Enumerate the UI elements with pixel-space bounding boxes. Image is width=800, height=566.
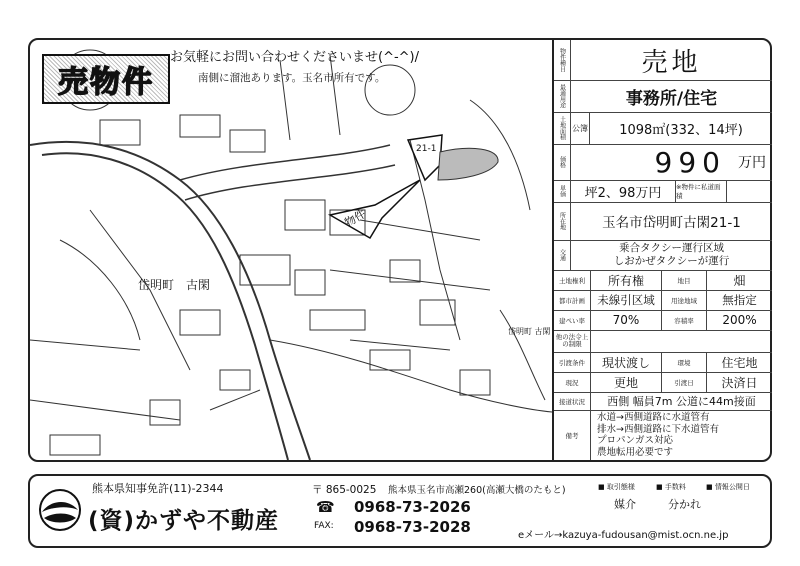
status-label: 現況 bbox=[554, 372, 591, 392]
map-label-district-small: 岱明町 古閑 bbox=[508, 327, 551, 336]
map-label-district: 岱明町 古閑 bbox=[138, 278, 211, 292]
road-label: 接道状況 bbox=[554, 392, 591, 410]
map-label-lot: 21-1 bbox=[416, 144, 437, 154]
location-label: 所在地 bbox=[554, 202, 571, 240]
use-label: 最適用途 bbox=[554, 80, 571, 112]
area-label: 土地面積 bbox=[554, 112, 571, 144]
land-category: 畑 bbox=[733, 273, 746, 288]
zoning-label: 用途地域 bbox=[662, 290, 707, 310]
info-date-label: ■ 情報公開日 bbox=[706, 483, 750, 491]
land-rights: 所有権 bbox=[591, 270, 662, 290]
transport-label: 交通 bbox=[554, 240, 571, 270]
transport-line-1: 乗合タクシー運行区域 bbox=[619, 242, 724, 254]
limits-value bbox=[591, 330, 772, 352]
coverage-ratio: 70% bbox=[591, 310, 662, 330]
property-use: 事務所/住宅 bbox=[625, 88, 718, 109]
company-name: (資)かずや不動産 bbox=[88, 508, 280, 534]
location: 玉名市岱明町古閑21-1 bbox=[602, 215, 741, 231]
company-logo-icon bbox=[38, 488, 82, 532]
trade-type: 媒介 bbox=[614, 498, 636, 511]
delivery-date: 決済日 bbox=[721, 375, 758, 390]
area-basis: 公簿 bbox=[571, 112, 590, 144]
delivery-label: 引渡日 bbox=[662, 372, 707, 392]
unit-price: 坪2、98万円 bbox=[571, 180, 676, 202]
license-number: 熊本県知事免許(11)-2344 bbox=[92, 482, 224, 495]
fee-split: 分かれ bbox=[668, 498, 701, 511]
company-footer bbox=[28, 474, 772, 548]
kind-label: 物件種目 bbox=[554, 40, 571, 80]
trade-type-label: ■ 取引態様 bbox=[598, 483, 635, 491]
limits-label: 他の法令上の制限 bbox=[554, 330, 591, 352]
unit-price-label: 単価 bbox=[554, 180, 571, 202]
current-status: 更地 bbox=[591, 372, 662, 392]
handover-terms: 現状渡し bbox=[591, 352, 662, 372]
unit-price-blank bbox=[727, 180, 772, 202]
property-flyer bbox=[28, 38, 772, 462]
postal-code: 〒 865-0025 bbox=[312, 484, 377, 496]
fax-label: FAX: bbox=[314, 521, 334, 531]
headline: お気軽にお問い合わせくださいませ(^-^)/ bbox=[170, 50, 419, 65]
category-label: 地目 bbox=[662, 270, 707, 290]
unit-price-note: ※物件に私道面積 bbox=[676, 180, 727, 202]
rights-label: 土地権利 bbox=[554, 270, 591, 290]
environment: 住宅地 bbox=[721, 355, 758, 370]
remark-sewer: 排水→西側道路に下水道管有 bbox=[597, 423, 719, 435]
price-unit: 万円 bbox=[738, 155, 766, 171]
plan-label: 都市計画 bbox=[554, 290, 591, 310]
remark-conversion: 農地転用必要です bbox=[597, 446, 674, 458]
remark-water: 水道→西側道路に水道管有 bbox=[597, 412, 710, 423]
fax-number: 0968-73-2028 bbox=[354, 518, 471, 536]
phone-number[interactable]: 0968-73-2026 bbox=[354, 498, 471, 516]
environment-label: 環境 bbox=[662, 352, 707, 372]
phone-icon: ☎ bbox=[316, 498, 335, 516]
city-plan: 未線引区域 bbox=[591, 290, 662, 310]
price-label: 価格 bbox=[554, 144, 571, 180]
land-area: 1098㎡(332、14坪) bbox=[619, 122, 743, 138]
price: 990 bbox=[654, 145, 726, 179]
remarks-label: 備考 bbox=[554, 410, 591, 460]
property-kind: 売地 bbox=[641, 47, 702, 78]
email-address[interactable]: eメール→kazuya-fudousan@mist.ocn.ne.jp bbox=[518, 530, 729, 541]
company-address: 熊本県玉名市高瀬260(高瀬大橋のたもと) bbox=[388, 485, 566, 496]
transport-line-2: しおかぜタクシーが運行 bbox=[613, 255, 730, 267]
fee-label: ■ 手数料 bbox=[656, 483, 686, 491]
road-access: 西側 幅員7m 公道に44m接面 bbox=[607, 395, 756, 408]
remark-gas: プロパンガス対応 bbox=[597, 435, 674, 446]
for-sale-badge: 売物件 bbox=[42, 54, 170, 104]
coverage-label: 建ぺい率 bbox=[554, 310, 591, 330]
zoning: 無指定 bbox=[722, 293, 757, 307]
map-label-property: 物件 bbox=[342, 207, 369, 230]
far-label: 容積率 bbox=[662, 310, 707, 330]
floor-area-ratio: 200% bbox=[722, 313, 757, 327]
handover-label: 引渡条件 bbox=[554, 352, 591, 372]
property-details bbox=[552, 40, 772, 460]
subline: 南側に溜池あります。玉名市所有です。 bbox=[198, 72, 386, 84]
